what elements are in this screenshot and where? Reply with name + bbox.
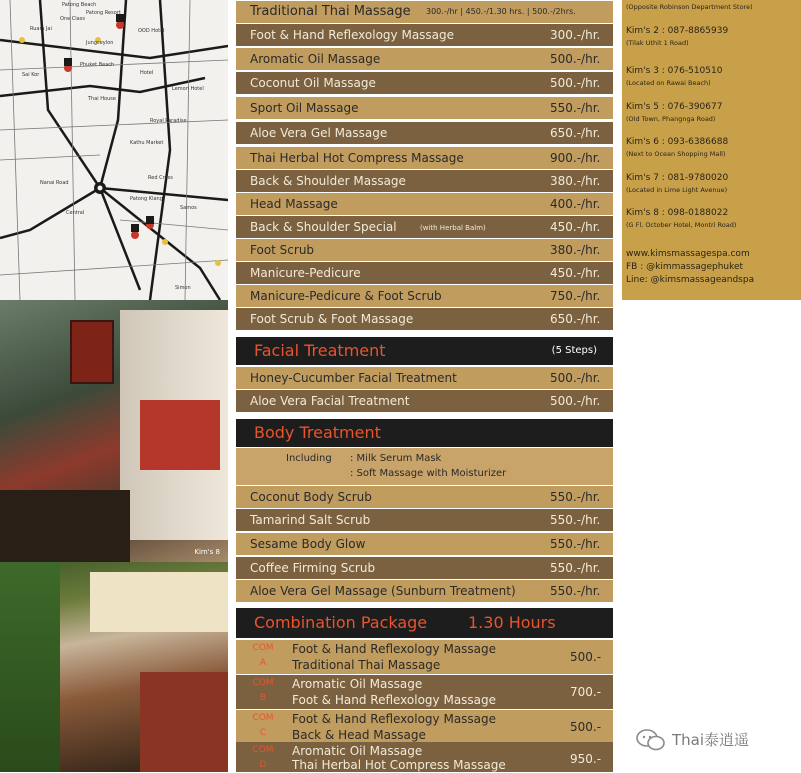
map-label: Hotel	[140, 70, 154, 76]
branch-name: Kim's 3 : 076-510510	[626, 66, 723, 76]
map-label: Samos	[180, 205, 197, 211]
map-label: Central	[66, 210, 85, 216]
red-panel	[140, 672, 228, 772]
price-menu	[236, 0, 613, 772]
menu-row	[236, 262, 613, 284]
menu-row	[236, 308, 613, 330]
branch-note: (Located on Rawai Beach)	[626, 79, 711, 87]
menu-item-price: 300.-/hr | 450.-/1.30 hrs. | 500.-/2hrs.	[426, 7, 576, 16]
menu-item-name: Coffee Firming Scrub	[250, 561, 376, 575]
map-label: Phuket Beach	[80, 62, 115, 68]
map-label: Sai Kor	[22, 72, 40, 78]
section-hours: 1.30 Hours	[468, 613, 556, 632]
menu-item-price: 650.-/hr.	[550, 312, 601, 326]
menu-item-price: 550.-/hr.	[550, 513, 601, 527]
menu-row	[236, 580, 613, 602]
combo-row	[236, 710, 613, 744]
map-label: Lemon Hotel	[172, 86, 204, 92]
combo-section-header	[236, 608, 613, 638]
wechat-icon	[636, 728, 666, 752]
menu-item-price: 550.-/hr.	[550, 101, 601, 115]
including-label: Including	[286, 453, 332, 464]
menu-item-price: 500.-/hr.	[550, 394, 601, 408]
menu-item-name: Aloe Vera Gel Massage (Sunburn Treatment)	[250, 584, 516, 598]
map-label: Patong Resort	[86, 10, 121, 16]
menu-row	[236, 1, 613, 23]
menu-item-name: Foot Scrub	[250, 243, 315, 257]
combo-code	[244, 676, 282, 706]
combo-line1: Foot & Hand Reflexology Massage	[292, 642, 497, 656]
branch-top-note: (Opposite Robinson Department Store)	[626, 3, 753, 11]
facial-section-header	[236, 337, 613, 365]
menu-item-name: Coconut Body Scrub	[250, 490, 372, 504]
watermark	[634, 724, 801, 754]
combo-code	[244, 711, 282, 741]
menu-item-name: Sesame Body Glow	[250, 537, 366, 551]
map-label: Simon	[175, 285, 191, 291]
line-handle: Line: @kimsmassageandspa	[626, 275, 755, 285]
menu-item-price: 500.-/hr.	[550, 76, 601, 90]
combo-price: 500.-	[570, 720, 602, 734]
menu-row	[236, 24, 613, 46]
combo-line1: Aromatic Oil Massage	[292, 677, 423, 691]
menu-item-price: 650.-/hr.	[550, 126, 601, 140]
menu-item-name: Foot & Hand Reflexology Massage	[250, 28, 455, 42]
menu-item-name: Aloe Vera Facial Treatment	[250, 394, 410, 408]
menu-row	[236, 122, 613, 144]
branch-name: Kim's 6 : 093-6386688	[626, 137, 729, 147]
combo-price: 700.-	[570, 685, 602, 699]
menu-item-name: Manicure-Pedicure & Foot Scrub	[250, 289, 442, 303]
branch-note: (Tilak Uthit 1 Road)	[626, 39, 689, 47]
menu-row	[236, 390, 613, 412]
map-label: Patong Klang	[130, 196, 163, 202]
combo-code-prefix: COM	[252, 643, 274, 653]
menu-item-price: 550.-/hr.	[550, 561, 601, 575]
menu-item-name: Aloe Vera Gel Massage	[250, 126, 388, 140]
shop-sign	[140, 400, 220, 470]
branch-note: (Located in Lime Light Avenue)	[626, 186, 728, 194]
menu-item-note: (with Herbal Balm)	[420, 224, 486, 232]
menu-item-name: Traditional Thai Massage	[250, 4, 411, 19]
map-roads	[0, 0, 228, 300]
menu-row	[236, 193, 613, 215]
menu-item-name: Sport Oil Massage	[250, 101, 359, 115]
combo-line2: Thai Herbal Hot Compress Massage	[292, 758, 506, 772]
combo-row	[236, 742, 613, 772]
map-label: Kathu Market	[130, 140, 164, 146]
menu-row	[236, 533, 613, 555]
menu-row	[236, 97, 613, 119]
menu-item-name: Foot Scrub & Foot Massage	[250, 312, 414, 326]
menu-row	[236, 557, 613, 579]
combo-code-prefix: COM	[252, 713, 274, 723]
menu-item-name: Aromatic Oil Massage	[250, 52, 381, 66]
menu-row	[236, 170, 613, 192]
branch-name: Kim's 8 : 098-0188022	[626, 208, 729, 218]
combo-line1: Foot & Hand Reflexology Massage	[292, 712, 497, 726]
menu-item-price: 500.-/hr.	[550, 371, 601, 385]
branch-name: Kim's 5 : 076-390677	[626, 102, 723, 112]
menu-item-name: Honey-Cucumber Facial Treatment	[250, 371, 457, 385]
combo-code-letter: B	[259, 693, 267, 703]
combo-code	[244, 743, 282, 773]
menu-item-name: Manicure-Pedicure	[250, 266, 361, 280]
map-label: Nanai Road	[40, 180, 69, 186]
combo-code-letter: A	[259, 658, 267, 668]
menu-row	[236, 72, 613, 94]
combo-line1: Aromatic Oil Massage	[292, 744, 423, 758]
menu-item-name: Back & Shoulder Special	[250, 220, 397, 234]
website-link[interactable]: www.kimsmassagespa.com	[626, 249, 750, 259]
including-item: : Milk Serum Mask	[350, 453, 442, 464]
map-label: Patong Beach	[62, 2, 97, 8]
map-label: Thai House	[88, 96, 116, 102]
combo-code-letter: D	[259, 760, 267, 770]
branch-note: (G Fl, October Hotel, Montri Road)	[626, 221, 737, 229]
menu-item-name: Head Massage	[250, 197, 338, 211]
combo-line2: Traditional Thai Massage	[292, 658, 441, 672]
map-label: Jungceylon	[86, 40, 114, 46]
combo-row	[236, 640, 613, 674]
hanging-sign	[70, 320, 114, 384]
menu-row	[236, 216, 613, 238]
including-item: : Soft Massage with Moisturizer	[350, 468, 507, 479]
menu-item-name: Tamarind Salt Scrub	[250, 513, 371, 527]
combo-line2: Back & Head Massage	[292, 728, 426, 742]
menu-item-price: 300.-/hr.	[550, 28, 601, 42]
menu-item-price: 550.-/hr.	[550, 490, 601, 504]
photo-caption: Kim's 8	[194, 548, 220, 556]
menu-item-name: Thai Herbal Hot Compress Massage	[250, 151, 464, 165]
map-label: Red Cross	[148, 175, 173, 181]
street-shadow	[0, 490, 130, 562]
interior-photo	[0, 562, 228, 772]
watermark-text: Thai泰逍遥	[672, 731, 750, 749]
combo-code	[244, 641, 282, 671]
section-title: Body Treatment	[254, 423, 381, 442]
section-title: Combination Package	[254, 613, 428, 632]
facebook-handle: FB : @kimmassagephuket	[626, 262, 744, 272]
menu-item-price: 550.-/hr.	[550, 537, 601, 551]
body-including-box	[236, 448, 613, 485]
map-label: OOD Hotel	[138, 28, 165, 34]
location-map	[0, 0, 228, 300]
menu-row	[236, 48, 613, 70]
map-label: One Class	[60, 16, 85, 22]
combo-code-prefix: COM	[252, 745, 274, 755]
combo-price: 500.-	[570, 650, 602, 664]
menu-row	[236, 367, 613, 389]
menu-item-name: Coconut Oil Massage	[250, 76, 376, 90]
map-label: Ruam Jai	[30, 26, 52, 32]
menu-row	[236, 147, 613, 169]
green-wall	[0, 562, 60, 772]
combo-code-prefix: COM	[252, 678, 274, 688]
menu-item-price: 380.-/hr.	[550, 174, 601, 188]
menu-item-price: 900.-/hr.	[550, 151, 601, 165]
branch-note: (Next to Ocean Shopping Mall)	[626, 150, 726, 158]
combo-code-letter: C	[259, 728, 267, 738]
menu-row	[236, 285, 613, 307]
menu-item-price: 450.-/hr.	[550, 266, 601, 280]
body-section-header	[236, 419, 613, 447]
section-title: Facial Treatment	[254, 341, 386, 360]
branch-note: (Old Town, Phangnga Road)	[626, 115, 716, 123]
menu-item-price: 750.-/hr.	[550, 289, 601, 303]
branch-list-panel	[622, 0, 801, 300]
menu-item-price: 500.-/hr.	[550, 52, 601, 66]
section-steps: (5 Steps)	[551, 345, 597, 356]
combo-row	[236, 675, 613, 709]
map-label: Royal Paradise	[150, 118, 187, 124]
combo-line2: Foot & Hand Reflexology Massage	[292, 693, 497, 707]
menu-item-price: 450.-/hr.	[550, 220, 601, 234]
menu-item-price: 380.-/hr.	[550, 243, 601, 257]
combo-price: 950.-	[570, 752, 602, 766]
storefront-photo	[0, 300, 228, 562]
menu-row	[236, 239, 613, 261]
menu-item-price: 400.-/hr.	[550, 197, 601, 211]
menu-item-price: 550.-/hr.	[550, 584, 601, 598]
menu-item-name: Back & Shoulder Massage	[250, 174, 406, 188]
ceiling-light	[90, 572, 228, 632]
menu-row	[236, 509, 613, 531]
menu-row	[236, 486, 613, 508]
branch-name: Kim's 7 : 081-9780020	[626, 173, 729, 183]
branch-name: Kim's 2 : 087-8865939	[626, 26, 729, 36]
